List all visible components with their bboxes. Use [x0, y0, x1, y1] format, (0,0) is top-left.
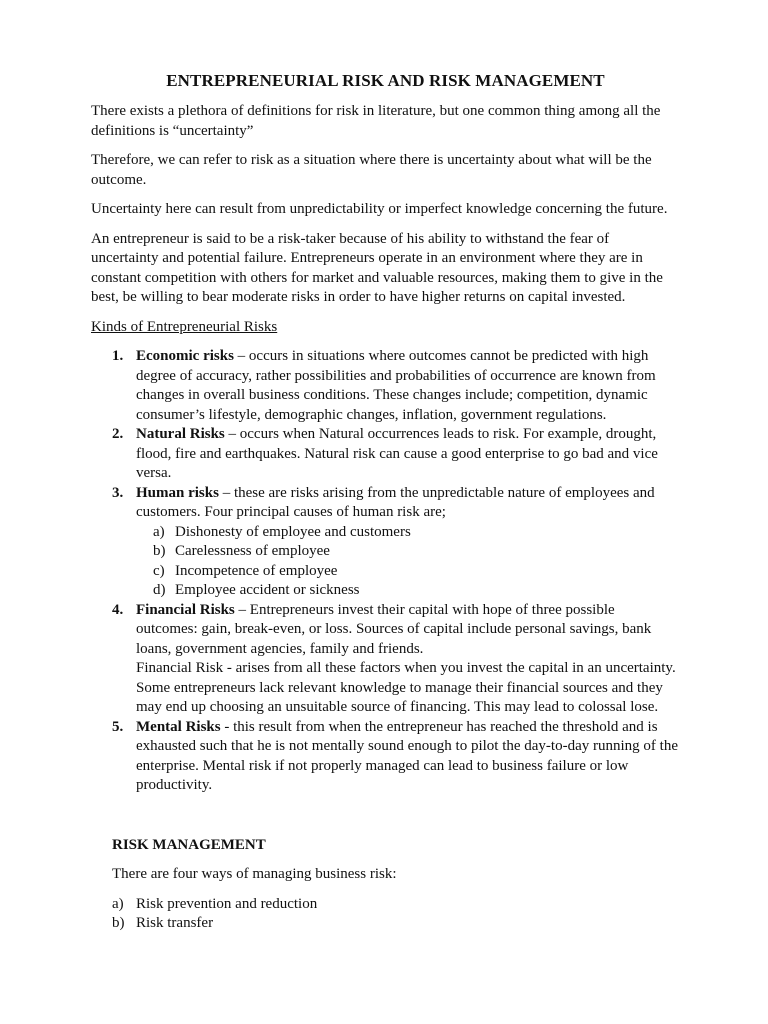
risk-description: – these are risks arising from the unpredictable nature of employees and customers. Four principal causes of human risk are;	[136, 484, 655, 520]
list-item	[136, 523, 680, 543]
risk-name: Mental Risks	[136, 718, 221, 735]
paragraph-risk-definition: Therefore, we can refer to risk as a situation where there is uncertainty about what will be the outcome.	[91, 152, 652, 188]
list-item-financial-risks	[91, 601, 680, 718]
risk-description: – occurs when Natural occurrences leads to risk. For example, drought, flood, fire and earthquakes. Natural risk can cause a good enterprise to go bad and vice versa.	[136, 426, 658, 481]
list-item	[136, 581, 680, 601]
risk-name: Natural Risks	[136, 426, 225, 442]
kinds-heading: Kinds of Entrepreneurial Risks	[91, 318, 278, 335]
risk-description: - this result from when the entrepreneur has reached the threshold and is exhausted such that he is not mentally sound enough to pilot the day-to-day running of the enterprise. Mental risk if not properly managed can lead to business failure or low productivity.	[136, 718, 678, 793]
list-item-text: Carelessness of employee	[175, 543, 330, 559]
risk-list	[91, 347, 680, 796]
list-number: 1.	[112, 348, 124, 364]
list-marker: c)	[153, 562, 165, 579]
list-item	[91, 914, 680, 934]
list-item	[136, 542, 680, 562]
list-number: 4.	[112, 601, 124, 618]
list-marker: b)	[112, 915, 125, 931]
list-item	[91, 895, 680, 915]
list-item	[136, 562, 680, 582]
list-item-text: Dishonesty of employee and customers	[175, 523, 411, 540]
list-marker: d)	[153, 582, 166, 598]
list-item-human-risks	[91, 484, 680, 601]
paragraph-definitions: There exists a plethora of definitions for risk in literature, but one common thing among all the definitions is “uncertainty”	[91, 103, 661, 139]
list-marker: a)	[153, 523, 165, 540]
list-item-text: Incompetence of employee	[175, 562, 338, 579]
financial-risk-explanation: Financial Risk - arises from all these factors when you invest the capital in an uncertainty. Some entrepreneurs lack relevant knowledge to manage their financial sources and they may end up choosing an unsuitable source of financing. This may lead to colossal lose.	[136, 660, 676, 715]
list-marker: b)	[153, 543, 166, 559]
risk-management-heading: RISK MANAGEMENT	[112, 836, 266, 853]
risk-description: – occurs in situations where outcomes cannot be predicted with high degree of accuracy, rather possibilities and probabilities of occurrence are known from changes in overall business conditions. These changes include; competition, dynamic consumer’s lifestyle, demographic changes, inflation, government regulations.	[136, 348, 656, 423]
paragraph-uncertainty: Uncertainty here can result from unpredictability or imperfect knowledge concerning the future.	[91, 201, 668, 217]
risk-name: Economic risks	[136, 348, 234, 364]
list-item-economic-risks	[91, 347, 680, 425]
risk-management-intro: There are four ways of managing business risk:	[112, 866, 397, 882]
list-item-natural-risks	[91, 425, 680, 484]
list-marker: a)	[112, 895, 124, 912]
list-number: 5.	[112, 718, 124, 735]
human-risk-causes	[136, 523, 680, 601]
list-number: 3.	[112, 484, 124, 501]
list-number: 2.	[112, 426, 124, 442]
list-item-text: Employee accident or sickness	[175, 582, 360, 598]
risk-name: Financial Risks	[136, 601, 235, 618]
list-item-mental-risks	[91, 718, 680, 796]
list-item-text: Risk prevention and reduction	[136, 895, 318, 912]
risk-management-list	[91, 895, 680, 934]
risk-name: Human risks	[136, 484, 219, 501]
list-item-text: Risk transfer	[136, 915, 214, 931]
document-title: ENTREPRENEURIAL RISK AND RISK MANAGEMENT	[166, 71, 605, 90]
risk-description: – Entrepreneurs invest their capital with hope of three possible outcomes: gain, break-even, or loss. Sources of capital include personal savings, bank loans, government agencies, family and friends.	[136, 601, 652, 657]
paragraph-entrepreneur: An entrepreneur is said to be a risk-taker because of his ability to withstand the fear of uncertainty and potential failure. Entrepreneurs operate in an environment where they are in constant competition with others for market and valuable resources, making them to give in the best, be willing to bear moderate risks in order to have higher returns on capital invested.	[91, 230, 663, 305]
